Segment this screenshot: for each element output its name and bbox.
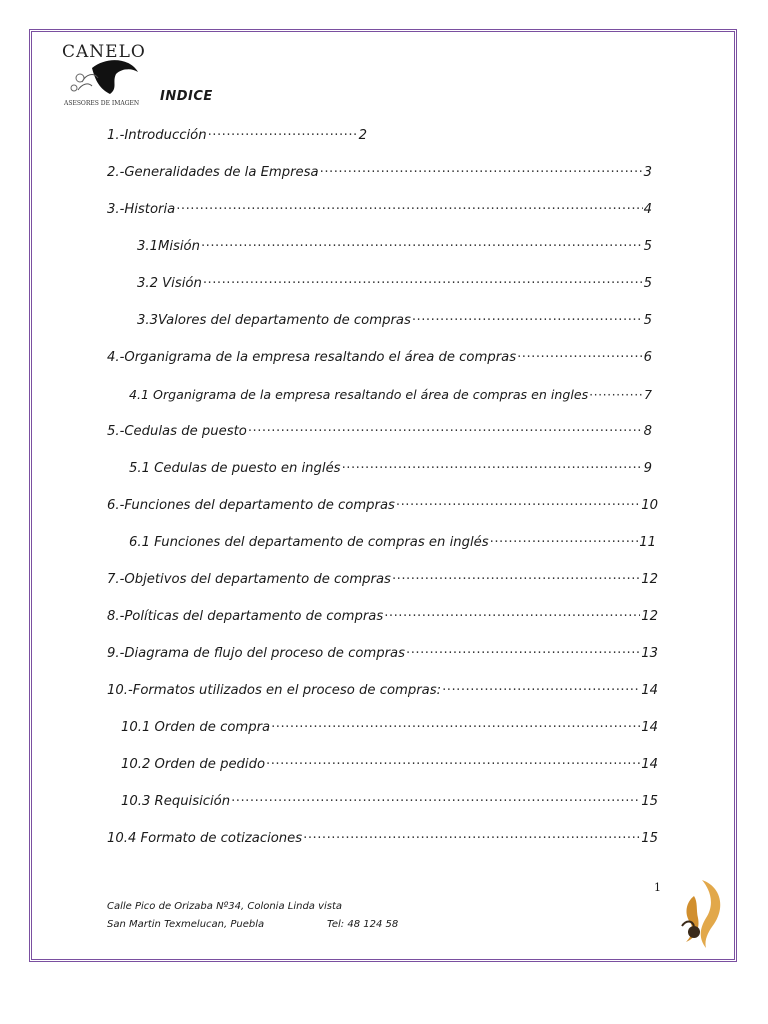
toc-entry[interactable]: 1.-Introducción ····· 2 — [107, 128, 367, 143]
toc-entry[interactable]: 6.1 Funciones del departamento de compras en inglés ····· 11 — [129, 535, 656, 550]
emblem-icon — [664, 876, 730, 950]
page-title: INDICE — [160, 89, 213, 104]
toc-entry[interactable]: 4.1 Organigrama de la empresa resaltando el área de compras en ingles ····· 7 — [129, 387, 652, 402]
toc-entry[interactable]: 6.-Funciones del departamento de compras ····· 10 — [107, 498, 658, 513]
footer-phone: Tel: 48 124 58 — [327, 919, 399, 930]
footer-city: San Martin Texmelucan, Puebla — [107, 919, 265, 930]
toc-entry[interactable]: 4.-Organigrama de la empresa resaltando el área de compras ····· 6 — [107, 350, 652, 365]
toc-entry[interactable]: 5.1 Cedulas de puesto en inglés ····· 9 — [129, 461, 652, 476]
toc-entry[interactable]: 10.-Formatos utilizados en el proceso de compras: ····· 14 — [107, 683, 658, 698]
toc-entry[interactable]: 9.-Diagrama de flujo del proceso de compras ····· 13 — [107, 646, 658, 661]
toc-entry[interactable]: 10.4 Formato de cotizaciones ····· 15 — [107, 831, 658, 846]
toc-entry[interactable]: 3.-Historia ····· 4 — [107, 202, 652, 217]
toc-entry[interactable]: 7.-Objetivos del departamento de compras ····· 12 — [107, 572, 658, 587]
toc-entry[interactable]: 10.1 Orden de compra ····· 14 — [121, 720, 658, 735]
toc-entry[interactable]: 8.-Políticas del departamento de compras ····· 12 — [107, 609, 658, 624]
footer-address: Calle Pico de Orizaba Nº34, Colonia Linda vista — [107, 901, 343, 912]
logo-brand: CANELO — [62, 42, 146, 62]
company-logo — [52, 38, 152, 110]
toc-entry[interactable]: 3.2 Visión ····· 5 — [137, 276, 652, 291]
toc-entry[interactable]: 10.2 Orden de pedido ····· 14 — [121, 757, 658, 772]
page-number: 1 — [654, 881, 661, 894]
toc-entry[interactable]: 3.3Valores del departamento de compras ····· 5 — [137, 313, 652, 328]
toc-entry[interactable]: 5.-Cedulas de puesto ····· 8 — [107, 424, 652, 439]
logo-tagline: ASESORES DE IMAGEN — [64, 100, 140, 107]
toc-entry[interactable]: 10.3 Requisición ····· 15 — [121, 794, 658, 809]
toc-entry[interactable]: 3.1Misión ····· 5 — [137, 239, 652, 254]
toc-entry[interactable]: 2.-Generalidades de la Empresa ····· 3 — [107, 165, 652, 180]
